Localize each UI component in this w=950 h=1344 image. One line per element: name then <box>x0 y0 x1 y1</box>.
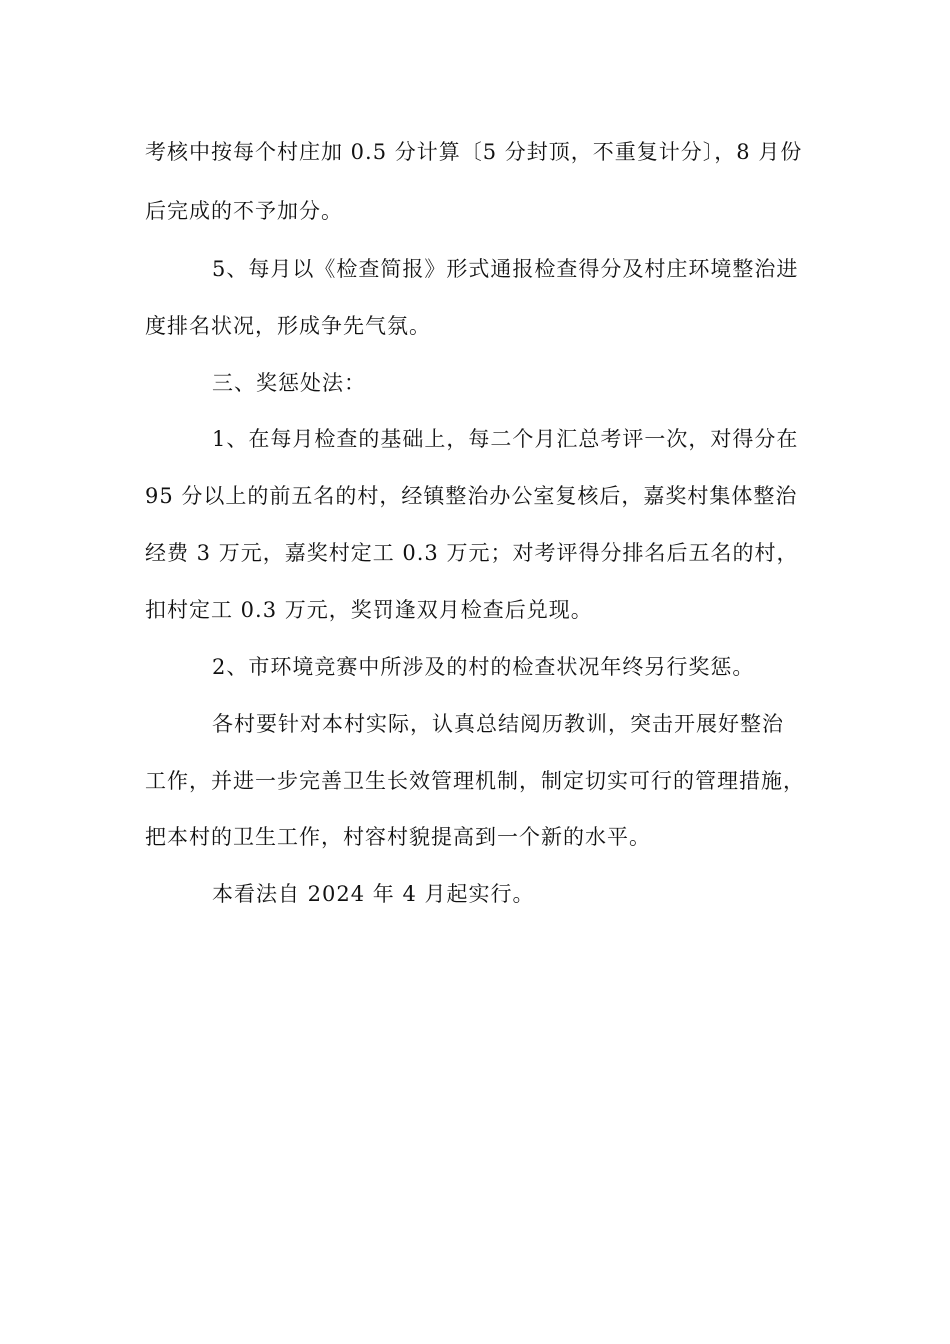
paragraph-line: 本看法自 2024 年 4 月起实行。 <box>212 882 535 906</box>
paragraph-line: 考核中按每个村庄加 0.5 分计算〔5 分封顶，不重复计分〕，8 月份 <box>145 140 803 164</box>
paragraph-line: 95 分以上的前五名的村，经镇整治办公室复核后，嘉奖村集体整治 <box>145 484 798 508</box>
paragraph-line: 5、每月以《检查简报》形式通报检查得分及村庄环境整治进 <box>212 257 799 281</box>
paragraph-line: 后完成的不予加分。 <box>145 199 343 223</box>
paragraph-line: 1、在每月检查的基础上，每二个月汇总考评一次，对得分在 <box>212 427 799 451</box>
paragraph-line: 度排名状况，形成争先气氛。 <box>145 314 431 338</box>
section-heading: 三、奖惩处法： <box>212 371 366 395</box>
paragraph-line: 工作，并进一步完善卫生长效管理机制，制定切实可行的管理措施， <box>145 769 805 793</box>
paragraph-line: 各村要针对本村实际，认真总结阅历教训，突击开展好整治 <box>212 712 784 736</box>
paragraph-line: 2、市环境竞赛中所涉及的村的检查状况年终另行奖惩。 <box>212 655 755 679</box>
paragraph-line: 经费 3 万元，嘉奖村定工 0.3 万元；对考评得分排名后五名的村， <box>145 541 799 565</box>
paragraph-line: 扣村定工 0.3 万元，奖罚逢双月检查后兑现。 <box>145 598 593 622</box>
paragraph-line: 把本村的卫生工作，村容村貌提高到一个新的水平。 <box>145 825 651 849</box>
